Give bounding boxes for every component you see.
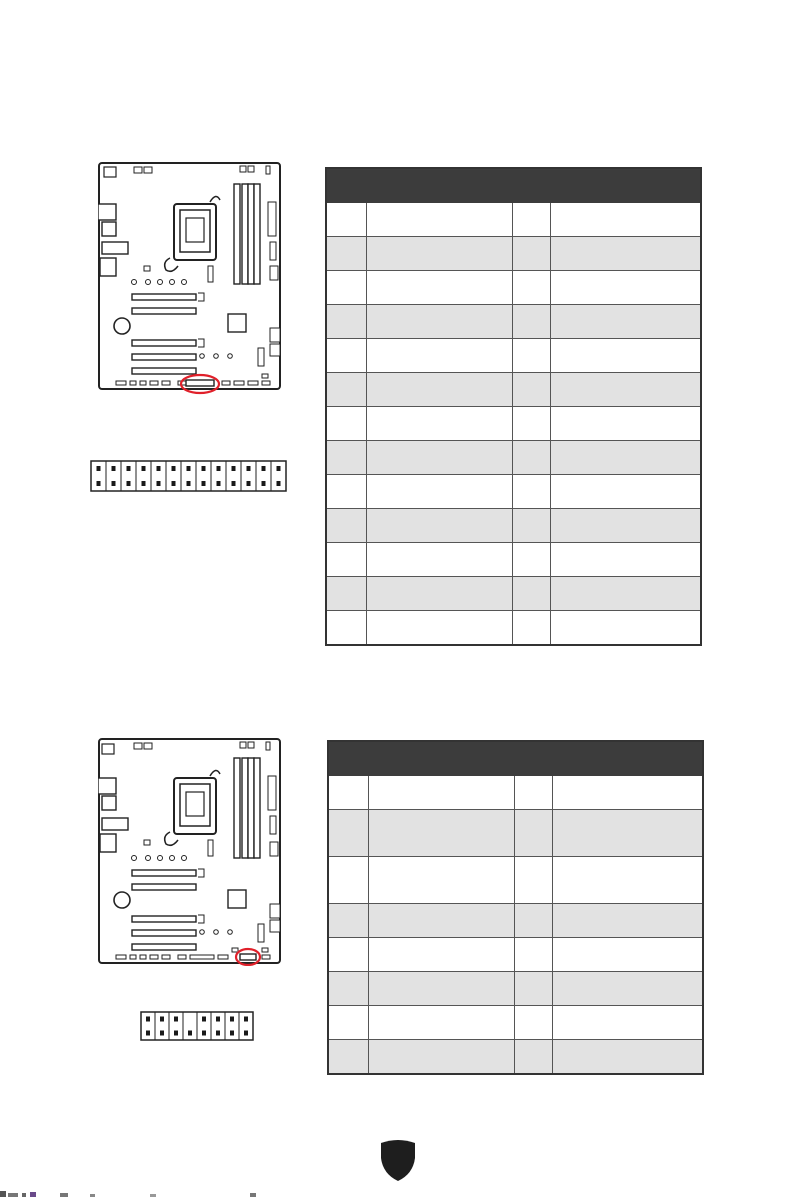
table-cell [326, 237, 366, 271]
table-row [326, 237, 701, 271]
table-cell [515, 904, 552, 938]
table-row [328, 776, 703, 810]
pin [188, 1031, 192, 1036]
table-cell [552, 810, 703, 857]
table-cell [366, 475, 513, 509]
table-cell [326, 203, 366, 237]
table-row [326, 305, 701, 339]
table-cell [326, 509, 366, 543]
footer-cropped-text [0, 1184, 795, 1192]
table-cell [366, 237, 513, 271]
pin [157, 481, 161, 486]
table-cell [366, 407, 513, 441]
pin [142, 481, 146, 486]
pin [217, 481, 221, 486]
table-cell [513, 271, 550, 305]
table-row [326, 475, 701, 509]
table-cell [326, 577, 366, 611]
pin [232, 481, 236, 486]
pin [97, 481, 101, 486]
pin [187, 481, 191, 486]
table-row [328, 938, 703, 972]
motherboard-diagram-top [98, 162, 282, 396]
table-row [326, 373, 701, 407]
pin [202, 1031, 206, 1036]
table-cell [368, 938, 515, 972]
table-row [328, 1006, 703, 1040]
table-cell [368, 972, 515, 1006]
pin [172, 481, 176, 486]
table-cell [368, 1006, 515, 1040]
table-cell [513, 543, 550, 577]
table-cell [552, 904, 703, 938]
shield-logo-icon [379, 1140, 417, 1187]
table-cell [328, 810, 368, 857]
header-signal-a [368, 741, 515, 776]
table-cell [326, 611, 366, 646]
table-cell [513, 305, 550, 339]
table-cell [513, 509, 550, 543]
table-row [326, 611, 701, 646]
header-pin-a [328, 741, 368, 776]
table-cell [550, 339, 701, 373]
pin [244, 1017, 248, 1022]
pinout-table-top [325, 167, 702, 646]
table-cell [550, 509, 701, 543]
table-cell [513, 339, 550, 373]
pin [160, 1017, 164, 1022]
table-cell [513, 475, 550, 509]
table-cell [552, 1006, 703, 1040]
table-cell [552, 1040, 703, 1075]
pin [230, 1031, 234, 1036]
table-cell [513, 407, 550, 441]
pin [216, 1031, 220, 1036]
table-cell [326, 441, 366, 475]
pin [112, 466, 116, 471]
header-pin-b [515, 741, 552, 776]
pin [187, 466, 191, 471]
pin [262, 466, 266, 471]
pinout-table-bottom [327, 740, 704, 1075]
table-cell [550, 611, 701, 646]
table-cell [326, 543, 366, 577]
table-row [326, 339, 701, 373]
table-cell [550, 373, 701, 407]
motherboard-diagram-bottom [98, 738, 282, 966]
table-cell [328, 972, 368, 1006]
pin [127, 466, 131, 471]
pin [146, 1017, 150, 1022]
table-row [326, 407, 701, 441]
table-cell [552, 776, 703, 810]
table-cell [552, 857, 703, 904]
table-cell [550, 305, 701, 339]
table-cell [550, 407, 701, 441]
table-cell [368, 776, 515, 810]
table-cell [550, 271, 701, 305]
table-cell [550, 475, 701, 509]
table-cell [328, 938, 368, 972]
table-row [328, 857, 703, 904]
table-cell [328, 857, 368, 904]
table-cell [328, 904, 368, 938]
table-cell [515, 1040, 552, 1075]
pin [174, 1031, 178, 1036]
table-cell [550, 237, 701, 271]
table-cell [552, 938, 703, 972]
table-cell [515, 776, 552, 810]
table-row [326, 543, 701, 577]
pin [172, 466, 176, 471]
table-row [326, 203, 701, 237]
table-cell [326, 305, 366, 339]
table-cell [328, 776, 368, 810]
table-row [328, 972, 703, 1006]
connector-pinout-top [90, 460, 288, 492]
table-cell [513, 373, 550, 407]
table-row [328, 1040, 703, 1075]
table-cell [368, 857, 515, 904]
table-cell [515, 972, 552, 1006]
table-cell [326, 271, 366, 305]
table-cell [515, 1006, 552, 1040]
table-row [326, 441, 701, 475]
table-header [328, 741, 703, 776]
table-cell [550, 577, 701, 611]
table-cell [328, 1006, 368, 1040]
table-header [326, 168, 701, 203]
pin [202, 1017, 206, 1022]
pin [277, 466, 281, 471]
pin [232, 466, 236, 471]
pin [202, 466, 206, 471]
table-cell [550, 203, 701, 237]
pin [174, 1017, 178, 1022]
header-signal-b [550, 168, 701, 203]
table-cell [550, 441, 701, 475]
header-pin-a [326, 168, 366, 203]
table-cell [515, 857, 552, 904]
pin [277, 481, 281, 486]
pin [157, 466, 161, 471]
pin [142, 466, 146, 471]
table-cell [515, 938, 552, 972]
pin [202, 481, 206, 486]
table-cell [368, 904, 515, 938]
table-cell [552, 972, 703, 1006]
pin [262, 481, 266, 486]
table-cell [366, 611, 513, 646]
table-cell [550, 543, 701, 577]
table-cell [513, 237, 550, 271]
table-cell [368, 1040, 515, 1075]
pin [230, 1017, 234, 1022]
pin [247, 466, 251, 471]
table-row [326, 577, 701, 611]
table-cell [366, 441, 513, 475]
table-cell [328, 1040, 368, 1075]
table-cell [366, 373, 513, 407]
table-cell [366, 271, 513, 305]
table-cell [366, 543, 513, 577]
table-cell [513, 611, 550, 646]
pin [244, 1031, 248, 1036]
pin [216, 1017, 220, 1022]
table-cell [366, 305, 513, 339]
table-row [326, 509, 701, 543]
header-signal-a [366, 168, 513, 203]
table-row [326, 271, 701, 305]
pin [127, 481, 131, 486]
pin [146, 1031, 150, 1036]
header-pin-b [513, 168, 550, 203]
table-cell [326, 373, 366, 407]
pin [247, 481, 251, 486]
table-cell [513, 203, 550, 237]
table-cell [326, 475, 366, 509]
connector-pinout-bottom [140, 1011, 254, 1041]
pin [97, 466, 101, 471]
table-cell [366, 577, 513, 611]
table-cell [513, 441, 550, 475]
table-cell [326, 339, 366, 373]
table-cell [513, 577, 550, 611]
table-cell [366, 509, 513, 543]
table-row [328, 904, 703, 938]
header-signal-b [552, 741, 703, 776]
pin [160, 1031, 164, 1036]
table-cell [515, 810, 552, 857]
table-cell [366, 203, 513, 237]
pin [112, 481, 116, 486]
table-cell [326, 407, 366, 441]
pin [217, 466, 221, 471]
table-cell [368, 810, 515, 857]
table-row [328, 810, 703, 857]
table-cell [366, 339, 513, 373]
